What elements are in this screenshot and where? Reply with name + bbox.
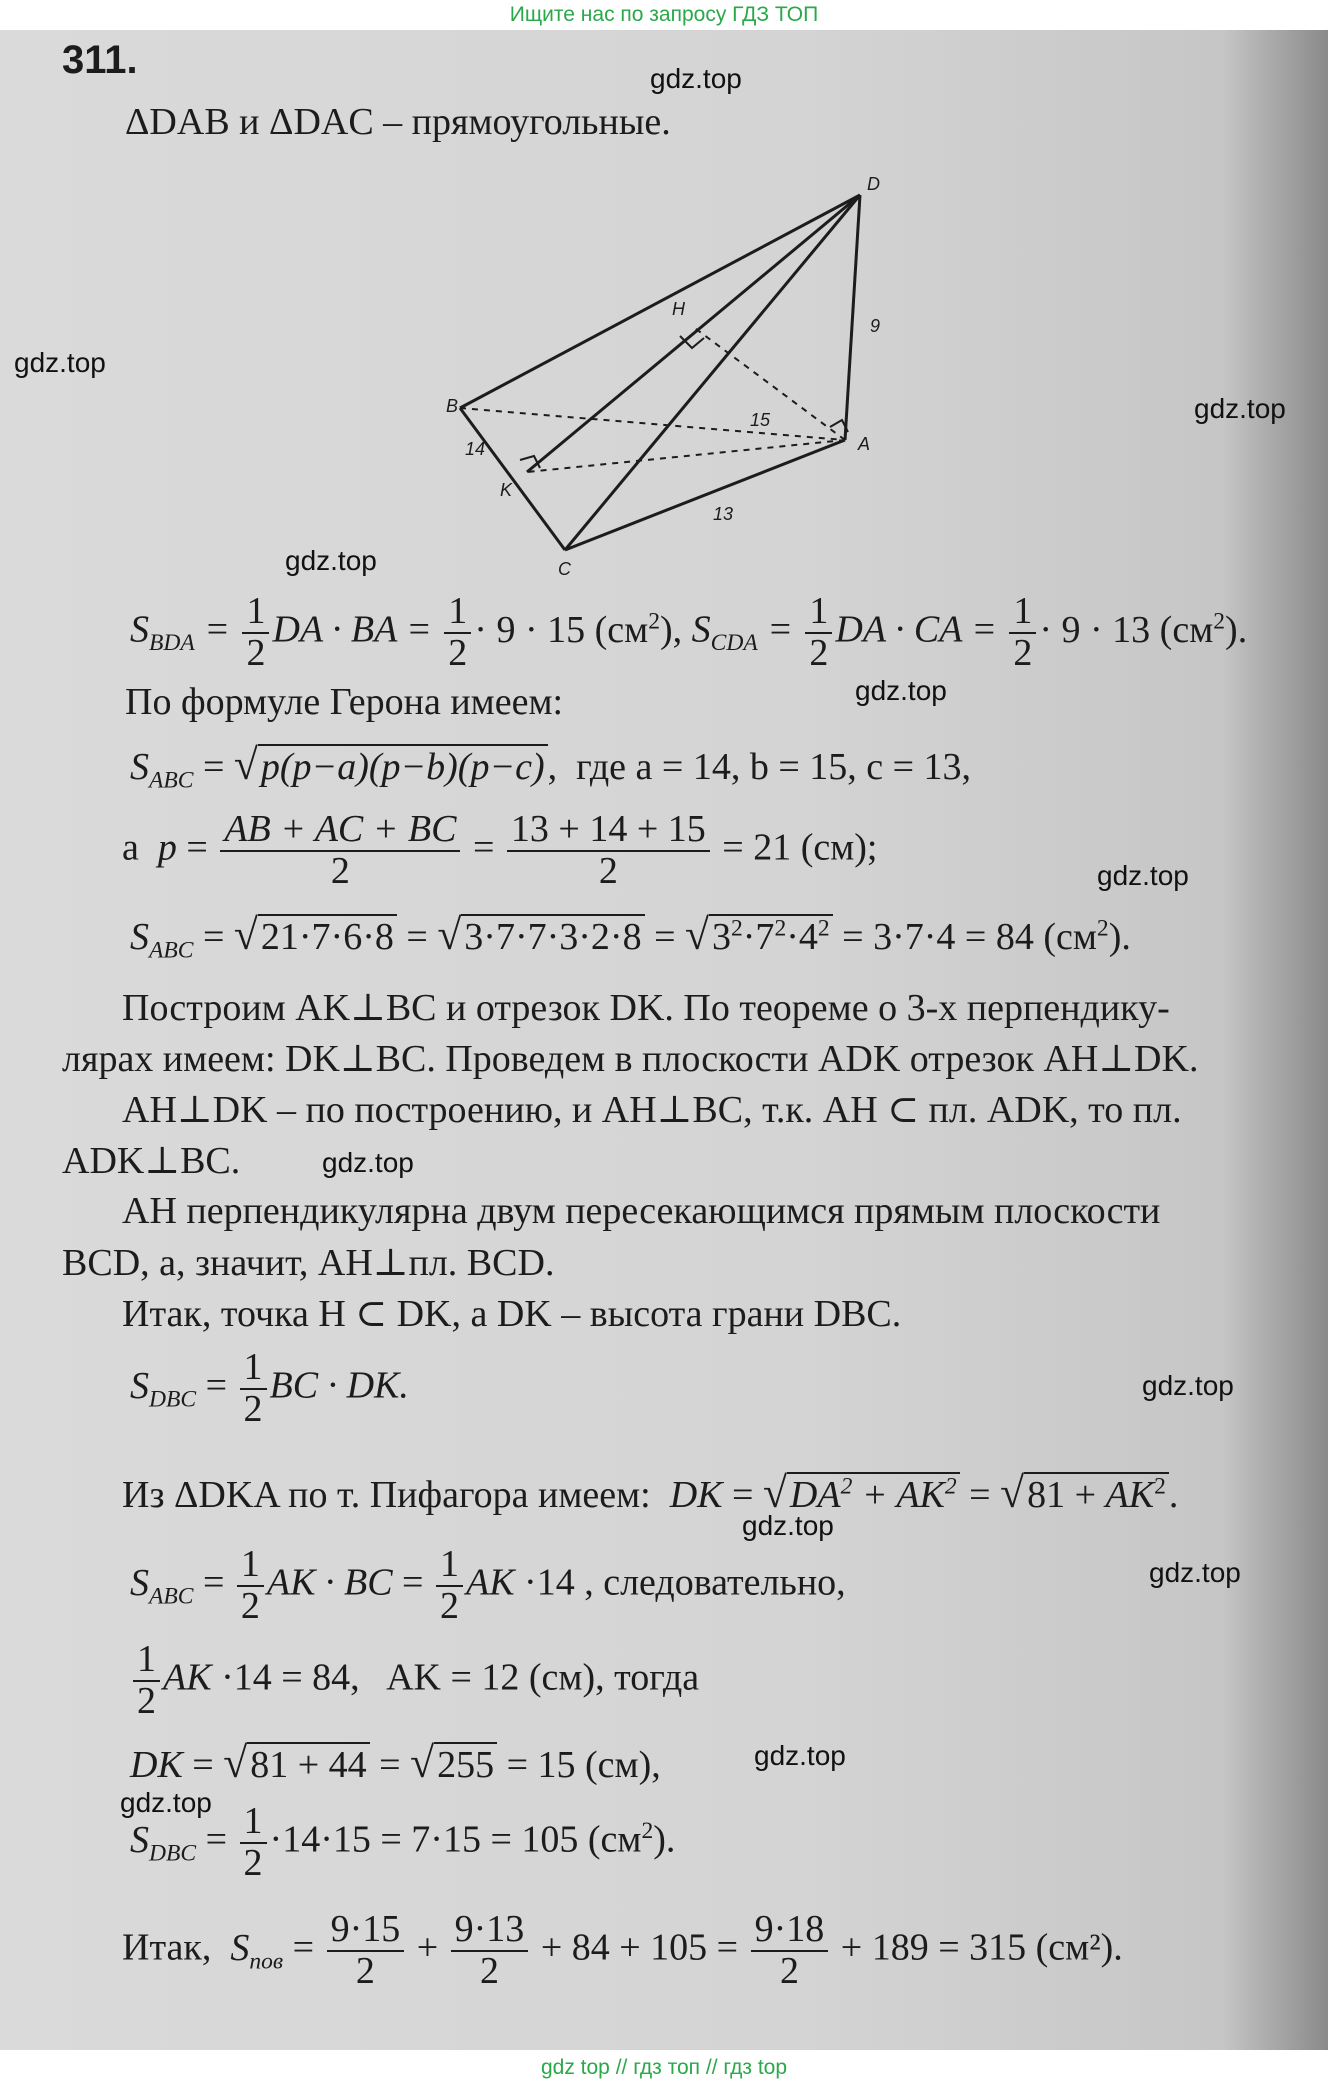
problem-number: 311. [62, 38, 138, 82]
construct-line-2: лярах имеем: DK⊥BC. Проведем в плоскости ADK отрезок AH⊥DK. [62, 1038, 1199, 1080]
heron-formula: $S_{ABC} = √p(p-a)(p-b)(p-c)$, где a = 14, b = 15, c = 13, [130, 741, 972, 794]
perp-line-2: BCD, а, значит, AH⊥пл. BCD. [62, 1242, 555, 1284]
area-abc-calc: $S_{ABC} = √21\cdot 7\cdot 6\cdot 8 = √3\cdot 7\cdot 7\cdot 3\cdot 2\cdot 8 = √3^2\cdot 7^2\cdot 4^2 = 3\cdot 7\cdot 4 = 84$ $(см^2)$. [130, 911, 1131, 964]
final-result: 315 (см²). [969, 1926, 1123, 1969]
watermark: gdz.top [742, 1510, 834, 1541]
edge-DB [460, 195, 860, 408]
watermark: gdz.top [1097, 860, 1189, 891]
watermark: gdz.top [1149, 1557, 1241, 1588]
edge-BC [460, 408, 565, 550]
heron-where: где a = 14, b = 15, c = 13, [576, 746, 972, 788]
perp-line-1: AH перпендикулярна двум пересекающимся прямым плоскости [122, 1190, 1161, 1232]
edge-label-DA: 9 [870, 316, 881, 336]
area-bda-cda: $S_{BDA}$ = $\frac{1}{2}$ DA · BA = $\frac{1}{2}$ · 9 · 15 $(см^2)$, $S_{CDA}$ = $\frac{1}{2}$ DA · CA = $\frac{1}{2}$ · 9 · 13 $(см^2)$. [130, 590, 1248, 674]
p-prefix: а [122, 826, 139, 869]
pythagoras-line: Из ΔDKA по т. Пифагора имеем: DK = $√DA^2 + AK^2 = √81 + AK^2$. [122, 1469, 1179, 1517]
label-C: C [558, 559, 571, 579]
label-A: A [858, 434, 871, 454]
edge-AC [565, 440, 845, 550]
label-H: H [672, 299, 685, 319]
watermark: gdz.top [650, 63, 742, 94]
itak-final: Итак, [122, 1926, 212, 1969]
watermark: gdz.top [120, 1787, 212, 1818]
pyramid-diagram [430, 150, 900, 590]
right-angle-K [520, 456, 540, 468]
dk-calc: DK = √81 + 44 = √255 = 15 (см), [130, 1739, 661, 1787]
textbook-page [0, 30, 1328, 2050]
edge-DC [565, 195, 860, 550]
ak-equation: $\frac{1}{2}$ AK ·14 = 84, AK = 12 (см), тогда [130, 1640, 699, 1722]
area-abc-ak: $S_{ABC}$ = $\frac{1}{2}$ AK · BC = $\frac{1}{2}$ AK ·14 , следовательно, [130, 1543, 846, 1627]
edge-label-BC: 14 [465, 439, 486, 459]
p-result: = 21 (см); [722, 826, 878, 869]
segment-AK [527, 440, 845, 472]
watermark: gdz.top [322, 1147, 414, 1178]
itak-line-1: Итак, точка H ⊂ DK, а DK – высота грани DBC. [122, 1293, 902, 1335]
watermark: gdz.top [1194, 393, 1286, 424]
edge-label-AC: 13 [713, 504, 734, 524]
construct-line-1: Построим AK⊥BC и отрезок DK. По теореме о 3-х перпендику- [122, 987, 1170, 1029]
dk-result: = 15 (см), [506, 1744, 661, 1786]
heron-heading: По формуле Герона имеем: [125, 681, 564, 723]
edge-DA [845, 195, 860, 440]
label-K: K [500, 480, 513, 500]
segment-BA [460, 408, 845, 440]
ak-result: AK = 12 (см), тогда [386, 1656, 700, 1699]
top-banner[interactable]: Ищите нас по запросу ГДЗ ТОП [0, 0, 1328, 30]
ah-line-1: AH⊥DK – по построению, и AH⊥BC, т.к. AH ⊂ пл. ADK, то пл. [122, 1089, 1182, 1131]
problem-intro: ΔDAB и ΔDAC – прямоугольные. [125, 101, 671, 143]
area-dbc-formula: $S_{DBC}$ = $\frac{1}{2}$ BC · DK. [130, 1346, 409, 1430]
edge-label-BA: 15 [750, 410, 771, 430]
label-B: B [446, 396, 459, 416]
ah-line-2: ADK⊥BC. [62, 1140, 241, 1182]
sabc-tail: , следовательно, [584, 1561, 846, 1604]
watermark: gdz.top [14, 347, 106, 378]
bottom-banner[interactable]: gdz top // гдз топ // гдз top [0, 2050, 1328, 2085]
area-dbc-calc: $S_{DBC}$ = $\frac{1}{2}$ ·14·15 = 7·15 = 105 $(см^2)$. [130, 1800, 676, 1884]
semiperimeter: а p = $\frac{AB + AC + BC}{2}$ = $\frac{13 + 14 + 15}{2}$ = 21 (см); [122, 808, 878, 892]
watermark: gdz.top [855, 675, 947, 706]
label-D: D [867, 174, 880, 194]
watermark: gdz.top [1142, 1370, 1234, 1401]
surface-area-final: Итак, $S_{пов}$ = $\frac{9\cdot 15}{2}$ + $\frac{9\cdot 13}{2}$ + 84 + 105 = $\frac{9\cdot 18}{2}$ + 189 = 315 (см²). [122, 1908, 1123, 1992]
pythagoras-text: Из ΔDKA по т. Пифагора имеем: [122, 1474, 651, 1516]
segment-DK [527, 195, 860, 472]
watermark: gdz.top [285, 545, 377, 576]
watermark: gdz.top [754, 1740, 846, 1771]
